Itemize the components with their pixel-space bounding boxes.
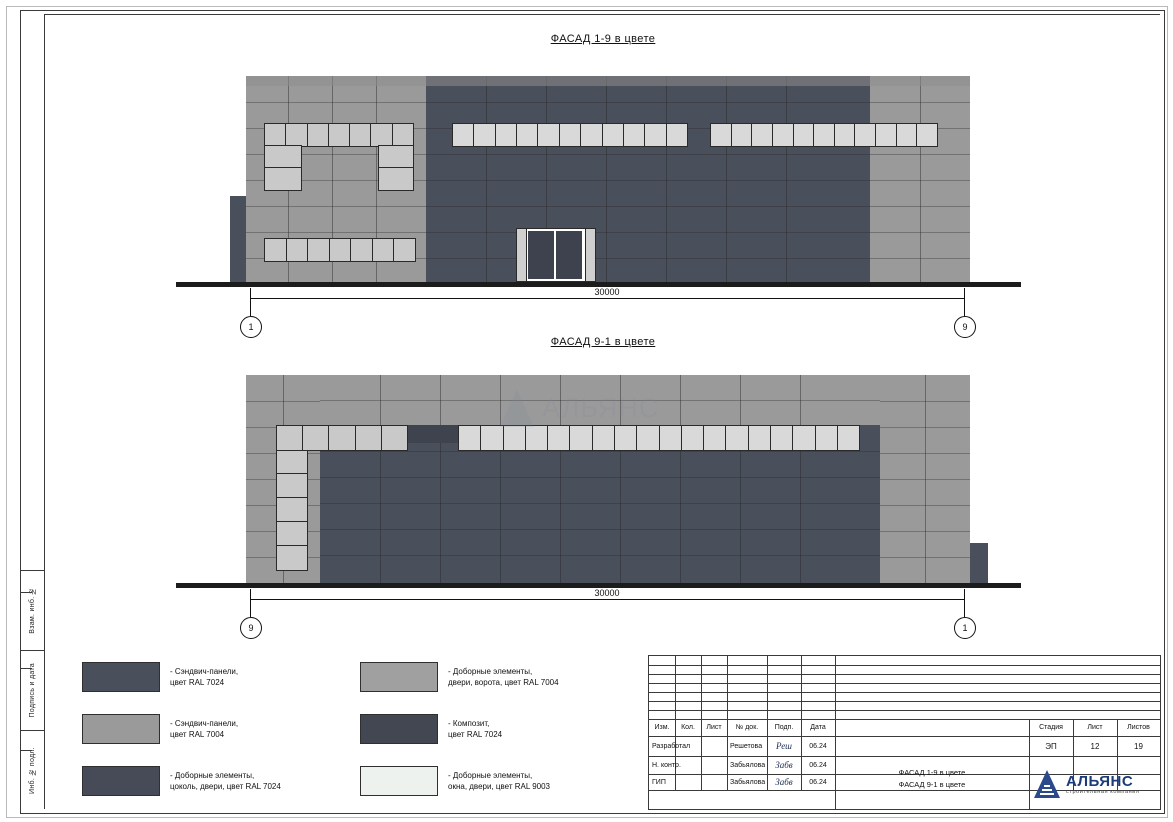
- tb-header-izm: Изм.: [654, 724, 670, 731]
- tb-header-podp: Подп.: [774, 724, 794, 731]
- legend-item-2: [82, 766, 281, 796]
- alliance-triangle-icon: [1034, 770, 1060, 798]
- legend-swatch-4: [360, 714, 438, 744]
- legend-label-5-line1: - Доборные элементы,: [448, 771, 533, 780]
- legend-label-4-line2: цвет RAL 7024: [448, 730, 503, 739]
- entrance-door-top: [516, 228, 596, 282]
- legend-label-1: [170, 718, 238, 740]
- window-strip-top-left-c: [264, 167, 302, 191]
- legend-swatch-5: [360, 766, 438, 796]
- window-strip-top-left-d: [378, 145, 414, 169]
- left-stamp-cell-vzam: [20, 570, 44, 651]
- elevation-top-title: ФАСАД 1-9 в цвете: [550, 33, 656, 45]
- legend-label-2: [170, 770, 281, 792]
- facade-panel-grey-right-top: [870, 76, 970, 282]
- legend-label-2-line1: - Доборные элементы,: [170, 771, 255, 780]
- tb-date-1: 06.24: [809, 761, 827, 769]
- window-strip-top-left-a: [264, 123, 414, 147]
- window-strip-top-left-e: [378, 167, 414, 191]
- window-strip-top-center: [452, 123, 688, 147]
- tb-name-2: Забьялова: [730, 778, 766, 786]
- axis-stem-right-top: [964, 298, 965, 316]
- legend-item-3: [360, 662, 559, 692]
- left-stamp-label-podpis: Подпись и дата: [28, 662, 36, 718]
- dimension-value-bottom: 30000: [594, 588, 620, 598]
- legend-item-4: [360, 714, 502, 744]
- axis-stem-left-bottom: [250, 599, 251, 617]
- dimension-value-top: 30000: [594, 287, 620, 297]
- window-strip-bottom-left-band: [276, 425, 408, 451]
- company-name: АЛЬЯНС: [1066, 772, 1134, 790]
- tb-sheet-label: Лист: [1087, 724, 1103, 731]
- legend-label-2-line2: цоколь, двери, цвет RAL 7024: [170, 782, 281, 791]
- tb-header-list: Лист: [706, 724, 722, 731]
- facade-dark-notch-bottom: [406, 425, 458, 443]
- legend-item-1: [82, 714, 238, 744]
- window-strip-bottom-col-3: [276, 473, 308, 499]
- watermark-triangle-icon: [500, 389, 534, 427]
- legend-item-5: [360, 766, 550, 796]
- tb-role-0: Разработал: [652, 742, 691, 750]
- axis-stem-right-bottom: [964, 599, 965, 617]
- legend-label-5: [448, 770, 550, 792]
- left-stamp-label-inv: Инб. № подл.: [28, 747, 36, 794]
- facade-right-return-bottom: [970, 543, 988, 583]
- company-logo: [1034, 767, 1152, 801]
- watermark-text: АЛЬЯНС: [542, 392, 660, 423]
- legend-label-4-line1: - Композит,: [448, 719, 490, 728]
- tb-date-0: 06.24: [809, 742, 827, 750]
- dimension-line-top: [250, 298, 964, 299]
- legend-label-0: [170, 666, 238, 688]
- tb-sign-2: Забв: [775, 777, 793, 787]
- tb-header-kol: Кол.: [681, 724, 695, 731]
- tb-date-2: 06.24: [809, 778, 827, 786]
- window-strip-top-right: [710, 123, 938, 147]
- left-stamp-tick-2: [20, 668, 32, 669]
- legend-label-4: [448, 718, 502, 740]
- facade-parapet-top: [246, 76, 970, 86]
- tb-role-2: ГИП: [652, 778, 666, 786]
- window-strip-bottom-col-2: [276, 449, 308, 475]
- left-stamp-label-vzam: Взам. инб. №: [28, 586, 36, 634]
- axis-bubble-right-top: 9: [954, 316, 976, 338]
- window-strip-top-left-b: [264, 145, 302, 169]
- legend-label-3-line1: - Доборные элементы,: [448, 667, 533, 676]
- left-stamp-tick-1: [20, 592, 32, 593]
- left-stamp-cell-inv: [20, 730, 44, 811]
- watermark-logo: [500, 385, 710, 431]
- tb-header-ndok: № док.: [735, 724, 759, 731]
- window-strip-top-lower-left: [264, 238, 416, 262]
- tb-sign-1: Забв: [775, 760, 793, 770]
- tb-drawing-name-line2: ФАСАД 9-1 в цвете: [898, 779, 966, 789]
- tb-stage-value: ЭП: [1045, 741, 1057, 751]
- legend-label-3: [448, 666, 559, 688]
- tb-sign-0: Реш: [776, 741, 792, 751]
- tb-sheets-label: Листов: [1127, 724, 1150, 731]
- tb-name-0: Решетова: [730, 742, 763, 750]
- window-strip-bottom-col-6: [276, 545, 308, 571]
- legend-swatch-1: [82, 714, 160, 744]
- left-stamp-tick-3: [20, 750, 32, 751]
- window-strip-bottom-col-4: [276, 497, 308, 523]
- tb-name-1: Забьялова: [730, 761, 766, 769]
- tb-stage-label: Стадия: [1039, 724, 1063, 731]
- dimension-line-bottom: [250, 599, 964, 600]
- legend-label-0-line2: цвет RAL 7024: [170, 678, 225, 687]
- title-block: [648, 655, 1161, 810]
- axis-bubble-left-top: 1: [240, 316, 262, 338]
- legend-label-1-line1: - Сэндвич-панели,: [170, 719, 239, 728]
- legend-label-5-line2: окна, двери, цвет RAL 9003: [448, 782, 550, 791]
- facade-panel-dark-mid-top: [426, 76, 870, 282]
- tb-sheets-value: 19: [1134, 741, 1143, 751]
- legend-label-1-line2: цвет RAL 7004: [170, 730, 225, 739]
- tb-header-data: Дата: [810, 724, 826, 731]
- axis-bubble-left-bottom: 9: [240, 617, 262, 639]
- legend-swatch-0: [82, 662, 160, 692]
- elevation-bottom-title: ФАСАД 9-1 в цвете: [550, 336, 656, 348]
- legend-label-0-line1: - Сэндвич-панели,: [170, 667, 239, 676]
- tb-role-1: Н. контр.: [652, 761, 681, 769]
- tb-drawing-name-line1: ФАСАД 1-9 в цвете: [898, 767, 966, 777]
- window-strip-bottom-col-5: [276, 521, 308, 547]
- legend-swatch-2: [82, 766, 160, 796]
- left-stamp-cell-podpis: [20, 650, 44, 731]
- facade-panel-grey-right-bottom: [880, 375, 970, 583]
- axis-stem-left-top: [250, 298, 251, 316]
- axis-bubble-right-bottom: 1: [954, 617, 976, 639]
- legend-item-0: [82, 662, 238, 692]
- company-logo-text: [1066, 774, 1140, 795]
- tb-sheet-value: 12: [1090, 741, 1100, 751]
- legend: [82, 662, 622, 802]
- legend-label-3-line2: двери, ворота, цвет RAL 7004: [448, 678, 559, 687]
- company-tagline: строительная компания: [1066, 788, 1140, 795]
- legend-swatch-3: [360, 662, 438, 692]
